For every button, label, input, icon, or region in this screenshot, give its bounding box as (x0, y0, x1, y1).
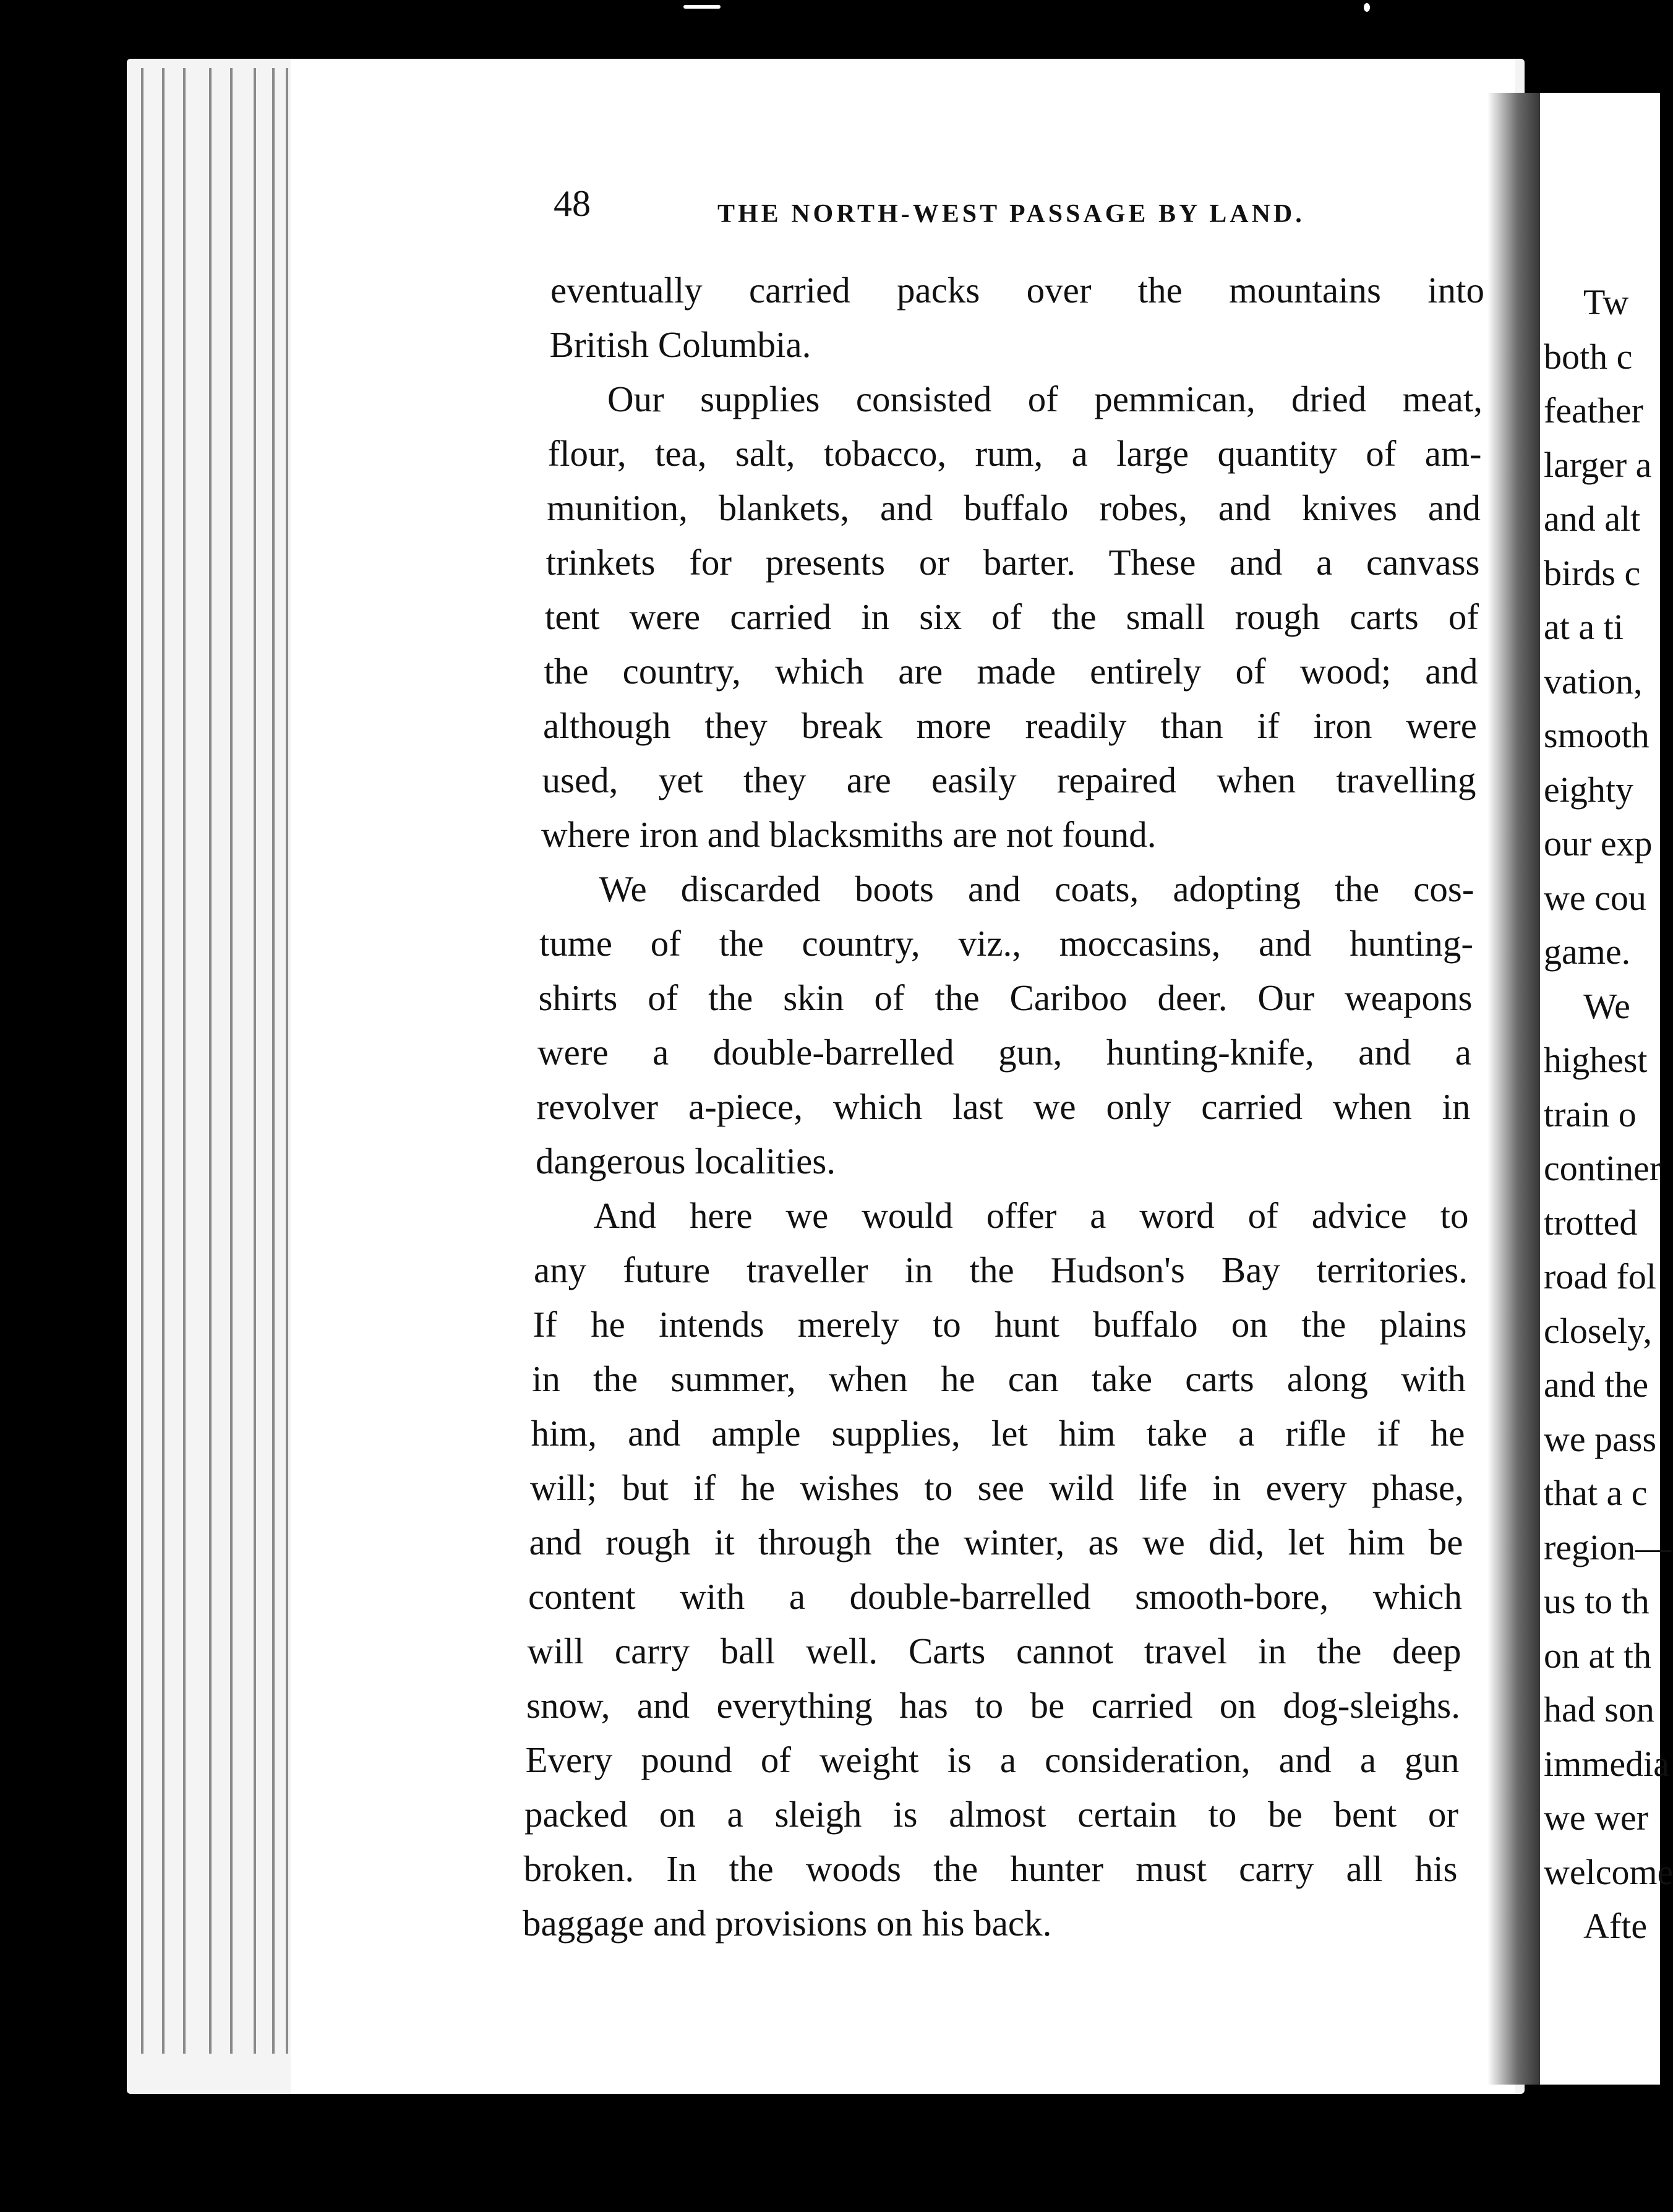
text-line: British Columbia. (549, 324, 811, 365)
page-edge-line (141, 68, 143, 2054)
text-line: baggage and provisions on his back. (523, 1903, 1052, 1944)
opposite-page-text-line: at a ti (1544, 607, 1624, 647)
text-line: him, and ample supplies, let him take a rifle if he (531, 1413, 1465, 1454)
opposite-page-text-line: had son (1544, 1689, 1654, 1730)
opposite-page-text-line: welcome (1544, 1851, 1673, 1892)
opposite-page-text-line: us to th (1544, 1581, 1649, 1621)
page-number: 48 (554, 183, 591, 224)
opposite-page-text-line: closely, (1544, 1310, 1653, 1351)
opposite-page-text-line: Tw (1583, 282, 1629, 322)
scan-speck (1138, 2060, 1143, 2067)
text-line: snow, and everything has to be carried on dog-sleighs. (526, 1685, 1460, 1726)
opposite-page-text-line: game. (1544, 932, 1631, 972)
opposite-page-text-line: continer (1544, 1148, 1662, 1188)
text-line: tume of the country, viz., moccasins, and hunting- (539, 923, 1473, 964)
text-line: tent were carried in six of the small rough carts of (545, 596, 1479, 637)
opposite-page-text-line: our exp (1544, 823, 1653, 864)
opposite-page-text-line: train o (1544, 1094, 1637, 1134)
opposite-page-text-line: vation, (1544, 661, 1643, 701)
text-line: will carry ball well. Carts cannot travel in the deep (527, 1631, 1461, 1671)
opposite-page-text-line: highest (1544, 1040, 1648, 1080)
opposite-page-text-line: and alt (1544, 499, 1641, 539)
opposite-page-text-line: birds c (1544, 552, 1641, 593)
page-edge-line (272, 68, 275, 2054)
page-edge-line (230, 68, 233, 2054)
text-line: will; but if he wishes to see wild life in every phase, (530, 1467, 1464, 1508)
opposite-page-text-line: smooth (1544, 715, 1649, 755)
text-line: the country, which are made entirely of wood; and (544, 651, 1478, 692)
opposite-page-text-line: road fol (1544, 1256, 1656, 1297)
scan-speck (1364, 3, 1370, 12)
opposite-page-text-line: larger a (1544, 444, 1652, 485)
text-line: And here we would offer a word of advice to (593, 1195, 1469, 1236)
opposite-page-text-line: both c (1544, 336, 1633, 377)
text-line: where iron and blacksmiths are not found. (541, 814, 1157, 855)
opposite-page-text-line: region— (1544, 1527, 1672, 1567)
running-head: THE NORTH-WEST PASSAGE BY LAND. (717, 200, 1305, 228)
text-line: packed on a sleigh is almost certain to be bent or (524, 1794, 1458, 1835)
text-line: content with a double-barrelled smooth-bore, which (528, 1576, 1462, 1617)
page-edge-line (286, 68, 288, 2054)
opposite-page-text-line: trotted (1544, 1202, 1638, 1243)
opposite-page-text-line: and the (1544, 1365, 1649, 1405)
text-line: If he intends merely to hunt buffalo on the plains (533, 1304, 1467, 1345)
text-line: eventually carried packs over the mountains into (550, 270, 1484, 311)
opposite-page-text-line: we pass (1544, 1418, 1657, 1459)
page-edge-line (162, 68, 165, 2054)
text-line: and rough it through the winter, as we did, let him be (529, 1522, 1463, 1563)
opposite-page (1540, 93, 1673, 2085)
left-page (291, 59, 1515, 2094)
text-line: munition, blankets, and buffalo robes, and knives and (547, 487, 1481, 528)
text-line: used, yet they are easily repaired when travelling (542, 760, 1476, 800)
page-edge-line (254, 68, 256, 2054)
page-edge-line (183, 68, 186, 2054)
opposite-page-text-line: we wer (1544, 1798, 1649, 1838)
opposite-page-text-line: feather (1544, 390, 1643, 431)
opposite-page-text-line: on at th (1544, 1635, 1651, 1676)
opposite-page-text-line: that a c (1544, 1473, 1648, 1513)
text-line: revolver a-piece, which last we only carried when in (536, 1086, 1471, 1127)
text-line: We discarded boots and coats, adopting the cos- (599, 868, 1474, 909)
text-line: in the summer, when he can take carts along with (532, 1358, 1466, 1399)
text-line: flour, tea, salt, tobacco, rum, a large quantity of am- (547, 433, 1482, 474)
scan-speck (683, 5, 721, 9)
opposite-page-text-line: Afte (1583, 1906, 1648, 1946)
opposite-page-text-line: We (1583, 985, 1630, 1026)
opposite-page-text-line: eighty (1544, 769, 1633, 810)
text-line: Every pound of weight is a consideration, and a gun (525, 1739, 1460, 1780)
text-line: shirts of the skin of the Cariboo deer. Our weapons (538, 977, 1473, 1018)
text-line: trinkets for presents or barter. These and a canvass (546, 542, 1480, 583)
opposite-page-text-line: immedia (1544, 1743, 1669, 1784)
text-line: any future traveller in the Hudson's Bay territories. (534, 1250, 1468, 1290)
opposite-page-text-line: we cou (1544, 877, 1646, 918)
text-line: broken. In the woods the hunter must carry all his (523, 1848, 1458, 1889)
text-line: were a double-barrelled gun, hunting-knife, and a (537, 1032, 1471, 1073)
page-edge-line (209, 68, 212, 2054)
text-line: Our supplies consisted of pemmican, dried meat, (607, 379, 1483, 419)
text-line: although they break more readily than if iron were (543, 705, 1477, 746)
text-line: dangerous localities. (536, 1141, 836, 1181)
